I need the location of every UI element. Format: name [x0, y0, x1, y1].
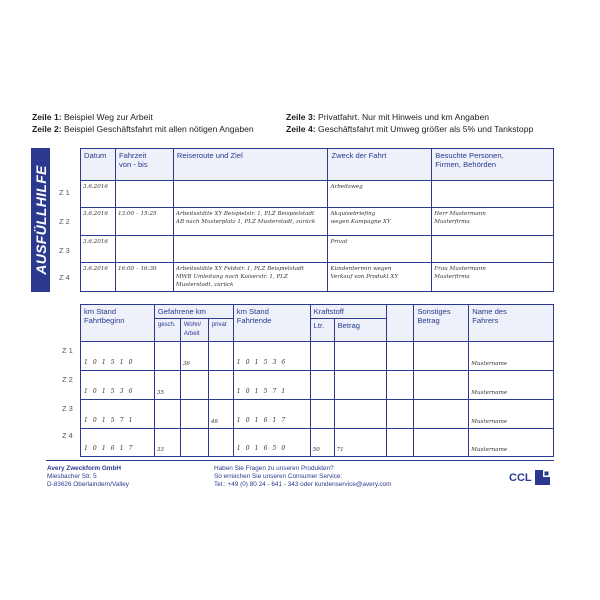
header-kraftstoff: Kraftstoff — [310, 305, 387, 319]
company-name: Avery Zweckform GmbH — [47, 465, 121, 472]
km-start-cell[interactable]: 1 0 1 5 3 6 — [81, 371, 155, 400]
row-label-z3: Z 3 — [62, 404, 73, 413]
company-city: D-83626 Oberlaindern/Valley — [47, 481, 129, 488]
header-gefahrene-km: Gefahrene km — [154, 305, 233, 319]
blank-cell[interactable] — [387, 429, 414, 457]
header-personen: Besuchte Personen, Firmen, Behörden — [432, 149, 554, 181]
zweck-cell[interactable]: Kundentermin wegen Verkauf von Produkt XY — [328, 263, 432, 292]
sidebar-title: AUSFÜLLHILFE — [32, 165, 49, 275]
ltr-cell[interactable]: 50 — [310, 429, 334, 457]
table-row — [81, 429, 554, 457]
table-row — [81, 400, 554, 429]
table-row — [81, 236, 554, 263]
zweck-cell[interactable]: Arbeitsweg — [328, 181, 432, 208]
table-row — [81, 263, 554, 292]
row-label-z2: Z 2 — [59, 217, 70, 226]
blank-cell[interactable] — [387, 400, 414, 429]
betrag-cell[interactable] — [334, 342, 387, 371]
header-ltr: Ltr. — [310, 319, 334, 342]
ccl-logo — [509, 470, 550, 485]
trip-table — [80, 148, 554, 292]
km-start-cell[interactable]: 1 0 1 5 1 0 — [81, 342, 155, 371]
km-end-cell[interactable]: 1 0 1 5 3 6 — [233, 342, 310, 371]
header-sonstiges: Sonstiges Betrag — [414, 305, 469, 342]
ltr-cell[interactable] — [310, 342, 334, 371]
fahrer-cell[interactable]: Mustername — [469, 342, 554, 371]
fahrer-cell[interactable]: Mustername — [469, 400, 554, 429]
header-fahrzeit: Fahrzeit von - bis — [115, 149, 173, 181]
contact-block — [214, 465, 391, 489]
contact-service: So erreichen Sie unseren Consumer Service: — [214, 473, 343, 480]
gesch-cell[interactable]: 33 — [154, 429, 180, 457]
km-end-cell[interactable]: 1 0 1 6 1 7 — [233, 400, 310, 429]
header-reiseroute: Reiseroute und Ziel — [173, 149, 328, 181]
wohn-cell[interactable]: 36 — [180, 342, 208, 371]
legend-zeile-4: Zeile 4: Geschäftsfahrt mit Umweg größer als 5% und Tankstopp — [286, 124, 534, 134]
table-row — [81, 342, 554, 371]
datum-cell[interactable]: 3.6.2016 — [81, 236, 116, 263]
blank-cell[interactable] — [387, 342, 414, 371]
header-betrag: Betrag — [334, 319, 387, 342]
row-label-z3: Z 3 — [59, 246, 70, 255]
personen-cell[interactable] — [432, 236, 554, 263]
privat-cell[interactable] — [208, 371, 233, 400]
gesch-cell[interactable]: 35 — [154, 371, 180, 400]
km-start-cell[interactable]: 1 0 1 6 1 7 — [81, 429, 155, 457]
gesch-cell[interactable] — [154, 342, 180, 371]
header-wohn-arbeit: Wohn/ Arbeit — [180, 319, 208, 342]
betrag-cell[interactable] — [334, 371, 387, 400]
zeit-cell[interactable]: 16:00 – 16:30 — [115, 263, 173, 292]
route-cell[interactable] — [173, 181, 328, 208]
ccl-logo-icon — [535, 470, 550, 485]
personen-cell[interactable] — [432, 181, 554, 208]
table-row — [81, 181, 554, 208]
sonstiges-cell[interactable] — [414, 429, 469, 457]
row-label-z1: Z 1 — [62, 346, 73, 355]
row-label-z4: Z 4 — [62, 431, 73, 440]
fahrer-cell[interactable]: Mustername — [469, 371, 554, 400]
ltr-cell[interactable] — [310, 371, 334, 400]
table-row — [81, 208, 554, 236]
company-block — [47, 465, 129, 489]
row-label-z4: Z 4 — [59, 273, 70, 282]
header-km-start: km Stand Fahrtbeginn — [81, 305, 155, 342]
sidebar-banner — [31, 148, 50, 292]
km-end-cell[interactable]: 1 0 1 6 5 0 — [233, 429, 310, 457]
row-label-z1: Z 1 — [59, 188, 70, 197]
datum-cell[interactable]: 3.6.2016 — [81, 181, 116, 208]
header-zweck: Zweck der Fahrt — [328, 149, 432, 181]
header-datum: Datum — [81, 149, 116, 181]
zeit-cell[interactable] — [115, 181, 173, 208]
zeit-cell[interactable] — [115, 236, 173, 263]
contact-phone-email: Tel.: +49 (0) 80 24 - 641 - 343 oder kundenservice@avery.com — [214, 481, 392, 488]
row-label-z2: Z 2 — [62, 375, 73, 384]
header-gesch: gesch. — [154, 319, 180, 342]
gesch-cell[interactable] — [154, 400, 180, 429]
wohn-cell[interactable] — [180, 371, 208, 400]
header-km-end: km Stand Fahrtende — [233, 305, 310, 342]
privat-cell[interactable] — [208, 342, 233, 371]
betrag-cell[interactable]: 71 — [334, 429, 387, 457]
wohn-cell[interactable] — [180, 400, 208, 429]
mileage-table — [80, 304, 554, 457]
zweck-cell[interactable]: Privat — [328, 236, 432, 263]
datum-cell[interactable]: 3.6.2016 — [81, 208, 116, 236]
legend-zeile-3: Zeile 3: Privatfahrt. Nur mit Hinweis und km Angaben — [286, 112, 490, 122]
table-row — [81, 371, 554, 400]
legend-zeile-2: Zeile 2: Beispiel Geschäftsfahrt mit allen nötigen Angaben — [32, 124, 254, 134]
sonstiges-cell[interactable] — [414, 371, 469, 400]
ltr-cell[interactable] — [310, 400, 334, 429]
km-end-cell[interactable]: 1 0 1 5 7 1 — [233, 371, 310, 400]
header-blank — [387, 305, 414, 342]
datum-cell[interactable]: 3.6.2016 — [81, 263, 116, 292]
company-street: Miesbacher Str. 5 — [47, 473, 97, 480]
zeit-cell[interactable]: 13:00 – 15:25 — [115, 208, 173, 236]
privat-cell[interactable]: 46 — [208, 400, 233, 429]
header-fahrer: Name des Fahrers — [469, 305, 554, 342]
sonstiges-cell[interactable] — [414, 400, 469, 429]
betrag-cell[interactable] — [334, 400, 387, 429]
header-privat: privat — [208, 319, 233, 342]
fahrer-cell[interactable]: Mustername — [469, 429, 554, 457]
ccl-wordmark: CCL — [509, 471, 532, 484]
blank-cell[interactable] — [387, 371, 414, 400]
km-start-cell[interactable]: 1 0 1 5 7 1 — [81, 400, 155, 429]
sonstiges-cell[interactable] — [414, 342, 469, 371]
personen-cell[interactable]: Frau Mustermann Musterfirma — [432, 263, 554, 292]
personen-cell[interactable]: Herr Mustermann Musterfirma — [432, 208, 554, 236]
route-cell[interactable]: Arbeitsstätte XY Feldstr. 1, PLZ Beispielstadt MWB Umleitung nach Kaiserstr. 1, PLZ Musterstadt, zurück — [173, 263, 328, 292]
zweck-cell[interactable]: Akquisebriefing wegen Kampagne XY — [328, 208, 432, 236]
wohn-cell[interactable] — [180, 429, 208, 457]
footer-divider — [46, 460, 554, 461]
legend-zeile-1: Zeile 1: Beispiel Weg zur Arbeit — [32, 112, 153, 122]
route-cell[interactable]: Arbeitsstätte XY Beispielstr. 1, PLZ Beispielstadt AB nach Musterplatz 1, PLZ Musterstadt, zurück — [173, 208, 328, 236]
contact-question: Haben Sie Fragen zu unseren Produkten? — [214, 465, 334, 472]
privat-cell[interactable] — [208, 429, 233, 457]
route-cell[interactable] — [173, 236, 328, 263]
